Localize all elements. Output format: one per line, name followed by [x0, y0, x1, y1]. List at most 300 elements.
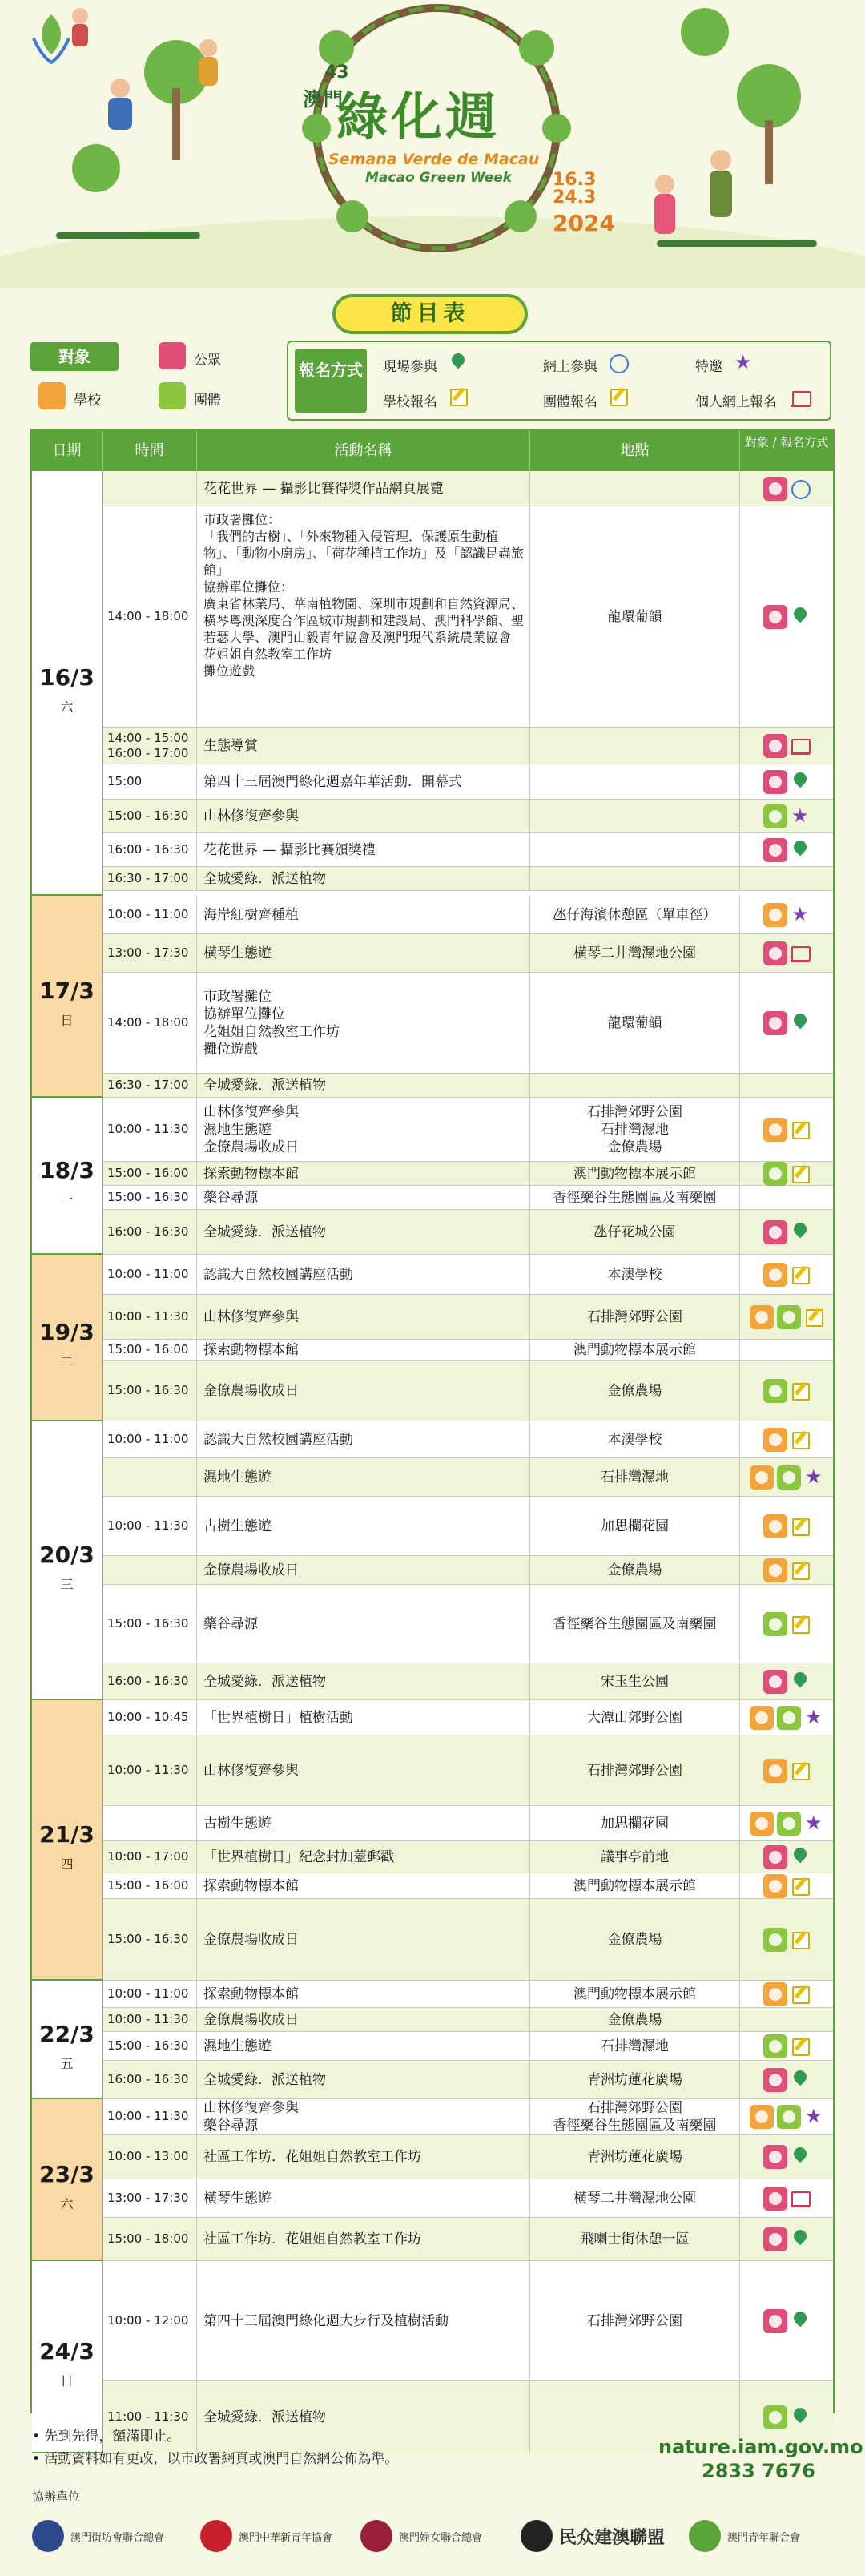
time-cell: 15:00 - 16:30 — [103, 1361, 197, 1421]
time-cell: 13:00 - 17:30 — [103, 2179, 197, 2217]
venue-cell: 香徑藥谷生態園區及南藥園 — [530, 1186, 740, 1209]
audience-method-cell — [740, 1162, 833, 1185]
subtitle-portuguese: Semana Verde de Macau — [328, 151, 540, 168]
school-icon — [763, 1514, 787, 1538]
form-pen-icon — [804, 1308, 823, 1327]
day-weekday: 四 — [60, 1856, 74, 1872]
legend-personal-online: 個人網上報名 — [695, 394, 777, 410]
group-icon — [777, 1465, 801, 1490]
time-cell: 10:00 - 10:45 — [103, 1700, 197, 1735]
location-pin-icon — [791, 1672, 810, 1691]
date-end: 24.3 — [553, 187, 597, 208]
venue-cell: 龍環葡韻 — [530, 973, 740, 1073]
public-icon — [763, 2068, 787, 2092]
time-cell: 10:00 - 12:00 — [103, 2261, 197, 2380]
school-icon — [763, 903, 787, 927]
globe-icon — [609, 353, 628, 373]
legend-online: 網上參與 — [543, 359, 597, 375]
day-cell — [32, 1700, 103, 1981]
audience-method-cell — [740, 1585, 833, 1663]
time-cell: 15:00 - 16:00 — [103, 1340, 197, 1360]
time-cell: 10:00 - 11:30 — [103, 1295, 197, 1339]
star-icon — [791, 905, 810, 925]
table-row — [103, 1074, 833, 1098]
activity-cell: 全城愛綠．派送植物 — [197, 867, 530, 890]
table-row — [103, 1841, 833, 1873]
school-icon — [750, 1305, 774, 1329]
table-row — [103, 2061, 833, 2099]
event-year: 2024 — [553, 210, 615, 236]
audience-method-cell — [740, 728, 833, 764]
star-icon — [804, 1468, 823, 1487]
time-cell — [103, 471, 197, 506]
group-icon — [777, 1305, 801, 1329]
location-pin-icon — [449, 353, 468, 373]
audience-method-cell — [740, 1841, 833, 1873]
activity-cell: 藥谷尋源 — [197, 1186, 530, 1209]
day-date: 21/3 — [39, 1821, 95, 1848]
day-weekday: 六 — [60, 2196, 74, 2211]
day-date: 19/3 — [39, 1319, 95, 1345]
venue-cell: 金僚農場 — [530, 2008, 740, 2031]
table-row — [103, 1700, 833, 1735]
audience-method-cell — [740, 2099, 833, 2134]
table-row — [103, 1458, 833, 1497]
table-row — [103, 1421, 833, 1458]
audience-method-cell — [740, 1255, 833, 1294]
school-icon — [763, 1759, 787, 1783]
day-cell — [32, 1098, 103, 1255]
time-cell: 10:00 - 13:00 — [103, 2135, 197, 2179]
activity-cell: 全城愛綠．派送植物 — [197, 2381, 530, 2453]
public-icon — [763, 1220, 787, 1244]
edition-number: 43 — [324, 62, 349, 83]
location-pin-icon — [791, 1848, 810, 1867]
audience-method-cell — [740, 934, 833, 972]
group-icon — [777, 1706, 801, 1730]
school-icon — [38, 382, 66, 409]
audience-method-cell — [740, 2061, 833, 2098]
activity-cell: 山林修復齊參與 — [197, 800, 530, 832]
table-header — [32, 431, 833, 471]
audience-method-cell — [740, 1361, 833, 1421]
table-row — [103, 973, 833, 1074]
public-icon — [763, 1011, 787, 1035]
org-logo: 澳門青年聯合會 — [689, 2512, 800, 2560]
table-row — [103, 867, 833, 891]
audience-method-cell — [740, 1074, 833, 1097]
legend-method-label: 報名方式 — [295, 349, 367, 413]
audience-method-cell — [740, 1700, 833, 1735]
form-pen-icon — [609, 387, 628, 406]
activity-cell: 金僚農場收成日 — [197, 1361, 530, 1421]
audience-method-cell — [740, 1981, 833, 2007]
public-icon — [763, 477, 787, 501]
group-icon — [777, 1812, 801, 1836]
header-date: 日期 — [32, 431, 103, 471]
day-weekday: 日 — [60, 2373, 74, 2389]
venue-cell: 議事亭前地 — [530, 1841, 740, 1873]
day-cell — [32, 471, 103, 896]
audience-method-cell — [740, 1458, 833, 1496]
form-pen-icon — [791, 1615, 810, 1634]
activity-cell: 金僚農場收成日 — [197, 2008, 530, 2031]
org-mark-icon — [689, 2520, 721, 2552]
activity-cell: 山林修復齊參與 — [197, 1735, 530, 1805]
day-weekday: 三 — [60, 1577, 74, 1592]
legend-group-reg: 團體報名 — [543, 394, 597, 410]
table-row — [103, 1255, 833, 1295]
time-cell: 13:00 - 17:30 — [103, 934, 197, 972]
audience-method-cell — [740, 1735, 833, 1805]
public-icon — [763, 2309, 787, 2333]
star-icon — [804, 1814, 823, 1833]
venue-cell: 大潭山郊野公園 — [530, 1700, 740, 1735]
time-cell: 10:00 - 11:00 — [103, 896, 197, 933]
table-row — [103, 2008, 833, 2032]
activity-cell: 探索動物標本館 — [197, 1340, 530, 1360]
location-pin-icon — [791, 1223, 810, 1242]
audience-method-cell — [740, 1899, 833, 1980]
table-row — [103, 1806, 833, 1841]
venue-cell — [530, 1074, 740, 1097]
venue-cell: 氹仔海濱休憩區（單車徑） — [530, 896, 740, 933]
header-activity: 活動名稱 — [197, 431, 530, 471]
time-cell: 15:00 — [103, 764, 197, 799]
note-changes: • 活動資料如有更改，以市政署網頁或澳門自然網公佈為準。 — [32, 2451, 399, 2467]
org-logo: 民众建澳聯盟 — [521, 2512, 665, 2560]
day-cell — [32, 2099, 103, 2261]
venue-cell: 石排灣濕地 — [530, 1458, 740, 1496]
phone-number: 2833 7676 — [702, 2460, 815, 2482]
time-cell: 15:00 - 16:00 — [103, 1162, 197, 1185]
activity-cell: 第四十三屆澳門綠化週大步行及植樹活動 — [197, 2261, 530, 2380]
org-logo: 澳門街坊會聯合總會 — [32, 2512, 164, 2560]
audience-method-cell — [740, 764, 833, 799]
school-icon — [763, 1874, 787, 1898]
activity-cell: 生態導賞 — [197, 728, 530, 764]
location-pin-icon — [791, 2408, 810, 2427]
day-date: 18/3 — [39, 1157, 95, 1183]
group-icon — [763, 1379, 787, 1403]
form-pen-icon — [791, 1430, 810, 1449]
activity-cell: 全城愛綠．派送植物 — [197, 1210, 530, 1254]
laptop-icon — [791, 944, 810, 963]
public-icon — [763, 770, 787, 794]
audience-method-cell — [740, 896, 833, 933]
public-icon — [763, 838, 787, 862]
day-weekday: 日 — [60, 1013, 74, 1028]
activity-cell: 藥谷尋源 — [197, 1585, 530, 1663]
venue-cell: 加思欄花園 — [530, 1497, 740, 1555]
audience-method-cell — [740, 506, 833, 727]
day-cell — [32, 1255, 103, 1421]
activity-cell: 社區工作坊．花姐姐自然教室工作坊 — [197, 2218, 530, 2260]
time-cell: 14:00 - 18:00 — [103, 506, 197, 727]
venue-cell — [530, 867, 740, 890]
time-cell — [103, 1556, 197, 1584]
co-organizer-label: 協辦單位 — [32, 2489, 81, 2504]
form-pen-icon — [791, 1164, 810, 1183]
page-title: 綠化週 — [336, 87, 500, 147]
form-pen-icon — [791, 1877, 810, 1896]
venue-cell: 澳門動物標本展示館 — [530, 1162, 740, 1185]
audience-method-cell — [740, 1098, 833, 1161]
website-link[interactable]: nature.iam.gov.mo — [658, 2436, 863, 2458]
venue-cell: 金僚農場 — [530, 1899, 740, 1980]
table-row — [103, 2179, 833, 2218]
macau-label: 澳門 — [303, 88, 344, 111]
audience-method-cell — [740, 2032, 833, 2060]
legend-audience-label: 對象 — [30, 342, 119, 371]
group-icon — [763, 2034, 787, 2058]
group-icon — [763, 1162, 787, 1186]
school-icon — [750, 1465, 774, 1490]
public-icon — [763, 605, 787, 629]
star-icon — [804, 1708, 823, 1727]
audience-method-cell — [740, 800, 833, 832]
time-cell — [103, 1806, 197, 1840]
legend — [30, 341, 835, 425]
form-pen-icon — [791, 2037, 810, 2056]
venue-cell: 青洲坊蓮花廣場 — [530, 2135, 740, 2179]
audience-method-cell — [740, 833, 833, 866]
school-icon — [763, 1982, 787, 2006]
audience-method-cell — [740, 1295, 833, 1339]
day-cell — [32, 896, 103, 1098]
audience-method-cell — [740, 1421, 833, 1457]
audience-method-cell — [740, 867, 833, 890]
legend-onsite: 現場參與 — [383, 359, 437, 375]
form-pen-icon — [791, 1517, 810, 1536]
legend-school-reg: 學校報名 — [383, 394, 437, 410]
event-dates — [553, 171, 596, 207]
table-row — [103, 833, 833, 867]
subtitle-english: Macao Green Week — [365, 170, 512, 186]
day-date: 24/3 — [39, 2338, 95, 2364]
legend-group: 團體 — [194, 393, 221, 409]
activity-cell: 橫琴生態遊 — [197, 934, 530, 972]
table-row — [103, 1735, 833, 1806]
audience-method-cell — [740, 1497, 833, 1555]
activity-cell: 探索動物標本館 — [197, 1162, 530, 1185]
form-pen-icon — [791, 1761, 810, 1780]
co-organizer-list — [32, 2512, 833, 2560]
audience-method-cell — [740, 2261, 833, 2380]
org-logo: 澳門婦女聯合總會 — [360, 2512, 482, 2560]
table-row — [103, 934, 833, 973]
day-cell — [32, 1421, 103, 1700]
legend-school: 學校 — [74, 393, 101, 409]
venue-cell — [530, 471, 740, 506]
table-row — [103, 1098, 833, 1162]
public-icon — [763, 2227, 787, 2251]
audience-method-cell — [740, 973, 833, 1073]
venue-cell: 澳門動物標本展示館 — [530, 1340, 740, 1360]
day-date: 16/3 — [39, 664, 95, 691]
group-icon — [159, 382, 186, 409]
activity-cell: 「世界植樹日」植樹活動 — [197, 1700, 530, 1735]
activity-cell: 古樹生態遊 — [197, 1497, 530, 1555]
venue-cell: 青洲坊蓮花廣場 — [530, 2061, 740, 2098]
laptop-icon — [791, 389, 811, 408]
activity-cell: 社區工作坊．花姐姐自然教室工作坊 — [197, 2135, 530, 2179]
time-cell: 16:00 - 16:30 — [103, 1663, 197, 1699]
table-row — [103, 1497, 833, 1556]
time-cell: 16:30 - 17:00 — [103, 1074, 197, 1097]
time-cell: 16:30 - 17:00 — [103, 867, 197, 890]
form-pen-icon — [791, 1381, 810, 1401]
location-pin-icon — [791, 2230, 810, 2249]
time-cell: 16:00 - 16:30 — [103, 2061, 197, 2098]
time-cell: 11:00 - 11:30 — [103, 2381, 197, 2453]
school-icon — [750, 1812, 774, 1836]
time-cell: 10:00 - 11:00 — [103, 1421, 197, 1457]
venue-cell: 香徑藥谷生態園區及南藥園 — [530, 1585, 740, 1663]
public-icon — [763, 2187, 787, 2211]
activity-cell: 市政署攤位 協辦單位攤位 花姐姐自然教室工作坊 攤位遊戲 — [197, 973, 530, 1073]
star-icon — [804, 2107, 823, 2127]
activity-cell: 認識大自然校園講座活動 — [197, 1255, 530, 1294]
star-icon — [791, 807, 810, 826]
activity-cell: 花花世界 — 攝影比賽得獎作品網頁展覽 — [197, 471, 530, 506]
activity-cell: 全城愛綠．派送植物 — [197, 2061, 530, 2098]
venue-cell — [530, 764, 740, 799]
header-venue: 地點 — [530, 431, 740, 471]
day-date: 22/3 — [39, 2021, 95, 2047]
header-audience-method: 對象 / 報名方式 — [744, 435, 829, 449]
activity-cell: 探索動物標本館 — [197, 1981, 530, 2007]
star-icon — [734, 353, 753, 373]
org-mark-icon — [32, 2520, 64, 2552]
table-row — [103, 896, 833, 934]
org-logo: 澳門中華新青年協會 — [200, 2512, 332, 2560]
time-cell: 14:00 - 18:00 — [103, 973, 197, 1073]
legend-invite: 特邀 — [695, 359, 722, 375]
venue-cell: 石排灣郊野公園 石排灣濕地 金僚農場 — [530, 1098, 740, 1161]
time-cell: 10:00 - 11:30 — [103, 1735, 197, 1805]
venue-cell: 石排灣郊野公園 — [530, 1735, 740, 1805]
activity-cell: 第四十三屆澳門綠化週嘉年華活動．開幕式 — [197, 764, 530, 799]
table-row — [103, 1186, 833, 1210]
time-cell: 15:00 - 16:30 — [103, 800, 197, 832]
day-cell — [32, 1981, 103, 2099]
group-icon — [763, 1928, 787, 1952]
table-row — [103, 1899, 833, 1981]
table-row — [103, 1210, 833, 1255]
header-time: 時間 — [103, 431, 197, 471]
activity-cell: 山林修復齊參與 濕地生態遊 金僚農場收成日 — [197, 1098, 530, 1161]
table-row — [103, 2218, 833, 2261]
day-cell — [32, 2261, 103, 2453]
activity-cell: 探索動物標本館 — [197, 1873, 530, 1898]
group-icon — [763, 804, 787, 828]
table-row — [103, 506, 833, 728]
public-icon — [763, 1670, 787, 1694]
form-pen-icon — [791, 1120, 810, 1139]
table-row — [103, 471, 833, 506]
time-cell: 10:00 - 11:30 — [103, 2008, 197, 2031]
footer-notes — [32, 2425, 398, 2470]
time-cell: 15:00 - 18:00 — [103, 2218, 197, 2260]
audience-method-cell — [740, 1340, 833, 1360]
table-row — [103, 1663, 833, 1700]
activity-cell: 山林修復齊參與 藥谷尋源 — [197, 2099, 530, 2134]
audience-method-cell — [740, 1556, 833, 1584]
venue-cell: 宋玉生公園 — [530, 1663, 740, 1699]
globe-icon — [791, 479, 810, 498]
iam-logo-icon — [22, 6, 80, 80]
group-icon — [777, 2105, 801, 2129]
public-icon — [763, 734, 787, 758]
day-weekday: 二 — [60, 1354, 74, 1369]
audience-method-cell — [740, 1186, 833, 1209]
venue-cell: 石排灣郊野公園 — [530, 2261, 740, 2380]
time-cell: 10:00 - 17:00 — [103, 1841, 197, 1873]
activity-cell: 認識大自然校園講座活動 — [197, 1421, 530, 1457]
activity-cell: 「世界植樹日」紀念封加蓋郵戳 — [197, 1841, 530, 1873]
org-mark-icon — [360, 2520, 392, 2552]
time-cell: 10:00 - 11:30 — [103, 1497, 197, 1555]
table-row — [103, 2099, 833, 2135]
audience-method-cell — [740, 1663, 833, 1699]
time-cell: 10:00 - 11:00 — [103, 1981, 197, 2007]
audience-method-cell — [740, 471, 833, 506]
location-pin-icon — [791, 607, 810, 627]
audience-method-cell — [740, 2135, 833, 2179]
day-date: 23/3 — [39, 2161, 95, 2187]
audience-method-cell — [740, 2008, 833, 2031]
venue-cell: 石排灣郊野公園 香徑藥谷生態園區及南藥園 — [530, 2099, 740, 2134]
table-row — [103, 1162, 833, 1186]
form-pen-icon — [449, 387, 468, 406]
form-pen-icon — [791, 1561, 810, 1580]
venue-cell: 石排灣郊野公園 — [530, 1295, 740, 1339]
laptop-icon — [791, 2189, 810, 2208]
activity-cell: 古樹生態遊 — [197, 1806, 530, 1840]
day-date: 17/3 — [39, 978, 95, 1004]
activity-cell: 山林修復齊參與 — [197, 1295, 530, 1339]
day-weekday: 一 — [60, 1192, 74, 1207]
time-cell: 14:00 - 15:00 16:00 - 17:00 — [103, 728, 197, 764]
school-icon — [750, 2105, 774, 2129]
public-icon — [763, 1845, 787, 1869]
schedule-table — [30, 429, 835, 2425]
venue-cell: 飛喇士街休憩一區 — [530, 2218, 740, 2260]
table-row — [103, 2135, 833, 2179]
table-row — [103, 1295, 833, 1340]
time-cell: 10:00 - 11:00 — [103, 1255, 197, 1294]
activity-cell: 金僚農場收成日 — [197, 1899, 530, 1980]
venue-cell: 龍環葡韻 — [530, 506, 740, 727]
form-pen-icon — [791, 1930, 810, 1949]
time-cell: 16:00 - 16:30 — [103, 1210, 197, 1254]
location-pin-icon — [791, 772, 810, 792]
venue-cell — [530, 800, 740, 832]
form-pen-icon — [791, 1265, 810, 1284]
audience-method-cell — [740, 2179, 833, 2217]
table-row — [103, 1585, 833, 1663]
org-mark-icon — [200, 2520, 232, 2552]
activity-cell: 花花世界 — 攝影比賽頒獎禮 — [197, 833, 530, 866]
time-cell: 15:00 - 16:30 — [103, 1899, 197, 1980]
audience-method-cell — [740, 2218, 833, 2260]
venue-cell: 橫琴二井灣濕地公園 — [530, 2179, 740, 2217]
time-cell: 16:00 - 16:30 — [103, 833, 197, 866]
school-icon — [763, 1428, 787, 1452]
time-cell: 10:00 - 11:30 — [103, 2099, 197, 2134]
table-row — [103, 764, 833, 800]
